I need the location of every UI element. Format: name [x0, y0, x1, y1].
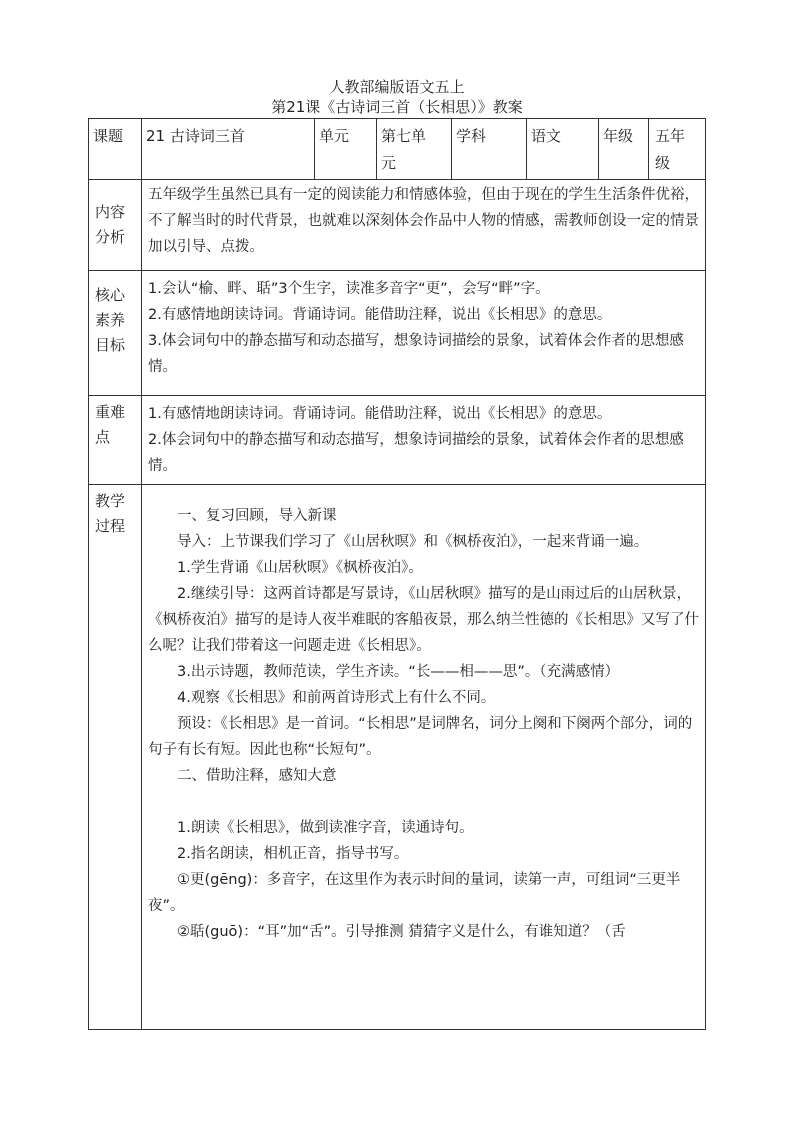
process-line: ②聒(guō)：“耳”加“舌”。引导推测 猜猜字义是什么，有谁知道？（舌 — [177, 924, 626, 940]
label-grade: 年级 — [599, 119, 649, 179]
process-line: 预设：《长相思》是一首词。“长相思”是词牌名，词分上阕和下阕两个部分，词的句子有长有短。因此也称“长短句”。 — [148, 716, 693, 758]
lesson-plan-table — [88, 118, 706, 1030]
process-line: 2.继续引导：这两首诗都是写景诗，《山居秋暝》描写的是山雨过后的山居秋景，《枫桥夜泊》描写的是诗人夜半难眠的客船夜景，那么纳兰性德的《长相思》又写了什么呢？让我们带着这一问题走进《长相思》。 — [148, 586, 699, 654]
key-points-list — [142, 396, 705, 484]
core-goals-label: 核心素养目标 — [89, 271, 142, 395]
key-points-row — [88, 396, 706, 485]
blank-line — [148, 789, 699, 815]
core-goal-item: 1.会认“榆、畔、聒”3个生字，读准多音字“更”，会写“畔”字。 — [148, 281, 550, 297]
core-goal-item: 2.有感情地朗读诗词。背诵诗词。能借助注释，说出《长相思》的意思。 — [148, 307, 612, 323]
doc-title-line1: 人教部编版语文五上 — [329, 78, 465, 96]
key-point-item: 1.有感情地朗读诗词。背诵诗词。能借助注释，说出《长相思》的意思。 — [148, 406, 612, 422]
process-label: 教学过程 — [89, 485, 142, 1029]
process-line: 1.学生背诵《山居秋暝》《枫桥夜泊》。 — [177, 560, 423, 576]
subject-value: 语文 — [527, 119, 599, 179]
core-goals-row — [88, 271, 706, 396]
key-point-item: 2.体会词句中的静态描写和动态描写，想象诗词描绘的景象，试着体会作者的思想感情。 — [148, 432, 684, 474]
label-lesson: 课题 — [89, 119, 142, 179]
process-line: 二、借助注释，感知大意 — [177, 768, 337, 784]
label-unit: 单元 — [315, 119, 377, 179]
core-goals-list — [142, 271, 705, 395]
process-line: 3.出示诗题，教师范读，学生齐读。“长——相——思”。（充满感情） — [177, 664, 620, 680]
process-line: 4.观察《长相思》和前两首诗形式上有什么不同。 — [177, 690, 496, 706]
process-line: 1.朗读《长相思》，做到读准字音，读通诗句。 — [177, 820, 474, 836]
process-line: ①更(gēng)：多音字，在这里作为表示时间的量词，读第一声，可组词“三更半夜”。 — [148, 872, 681, 914]
content-analysis-label: 内容分析 — [89, 180, 142, 270]
lesson-value: 21 古诗词三首 — [142, 119, 315, 179]
doc-title-line2: 第21课《古诗词三首（长相思）》教案 — [271, 98, 523, 116]
key-points-label: 重难点 — [89, 396, 142, 484]
grade-value: 五年级 — [655, 127, 686, 172]
process-content — [142, 485, 705, 1029]
core-goal-item: 3.体会词句中的静态描写和动态描写，想象诗词描绘的景象，试着体会作者的思想感情。 — [148, 333, 684, 375]
process-line: 2.指名朗读，相机正音，指导书写。 — [177, 846, 409, 862]
content-analysis-text: 五年级学生虽然已具有一定的阅读能力和情感体验，但由于现在的学生生活条件优裕，不了解当时的时代背景，也就难以深刻体会作品中人物的情感，需教师创设一定的情景加以引导、点拨。 — [148, 187, 699, 255]
process-line: 一、复习回顾，导入新课 — [177, 508, 337, 524]
content-analysis-row — [88, 180, 706, 271]
unit-value: 第七单元 — [377, 119, 452, 179]
header-row — [88, 118, 706, 180]
process-line: 导入：上节课我们学习了《山居秋暝》和《枫桥夜泊》，一起来背诵一遍。 — [177, 534, 649, 550]
process-row — [88, 485, 706, 1030]
label-subject: 学科 — [452, 119, 527, 179]
